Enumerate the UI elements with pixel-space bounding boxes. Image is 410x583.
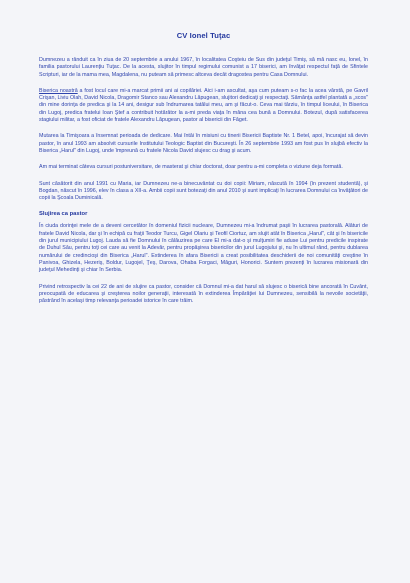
paragraph-birth: [39, 57, 368, 79]
paragraph-ministry: [39, 223, 368, 274]
paragraph-text: Mutarea la Timişoara a însemnat perioada de dedicare. Mai întâi în misiuni cu tinerii Bisericii Baptiste Nr. 1 Betel, apoi, încurajat să devin pastor, în anul 1993 am absolvit cursurile Institutului Teologic Baptist din Bucureşti. În 26 septembrie 1993 am fost pus în slujbă efectiv la Biserica „Harul" din Lugoj, unde împreună cu fratele Nicola David slujesc cu drag şi acum.: [39, 133, 368, 154]
paragraph-text: Privind retrospectiv la cei 22 de ani de slujire ca pastor, consider că Domnul mi-a dat harul să slujesc o biserică bine ancorată în Cuvânt, preocupată de educarea şi creşterea noilor generaţii, interesată în extinderea Împărăţiei lui Dumnezeu, sensibilă la nevoile societăţii, păstrând în acelaşi timp relevanţa perioadei istorice în care trăim.: [39, 283, 368, 305]
paragraph-retrospective: [39, 284, 368, 306]
paragraph-text: a fost locul care mi-a marcat primii ani ai copilăriei. Aici i-am ascultat, aşa cum puteam s-o fac la acea vârstă, pe Gavril Crişan, Liviu Olah, David Nicola, Dragomir Stanco sau Alexandru Lăpugean, slujitori dedicaţi şi respectaţi. Sămânţa astfel plantată a „scos" din mine dorinţa de predica şi la 14 ani, desigur sub îndrumarea tatălui meu, am şi făcut-o. Ceva mai târziu, în timpul liceului, în Biserica din Lugoj, predica fratelui Ioan Ştef a contribuit hotărâtor la a-mi preda viaţa în mâna cea bună a Domnului. Botezul, după satisfacerea stagiului militar, a fost oficiat de fratele Alexandru Lăpugean, pastor al bisericii din Făget.: [39, 87, 368, 124]
paragraph-text: Am mai terminat câteva cursuri postuniversitare, de masterat şi chiar doctorat, doar pentru a-mi completa o viziune deja formată.: [39, 164, 343, 171]
section-heading: Slujirea ca pastor: [39, 211, 88, 218]
paragraph-family: [39, 181, 368, 203]
paragraph-text: Dumnezeu a rânduit ca în ziua de 20 septembrie a anului 1967, în localitatea Coşteiu de Sus din judeţul Timiş, să mă nasc eu, Ionel, în familia pastorului Laurenţiu Tuţac. De la acesta, slujitor în timpul regimului comunist a 17 biserici, am învăţat respectul faţă de Sfintele Scripturi, iar de la mama mea, Magdalena, nu puteam să primesc altceva decât dragostea pentru Casa Domnului.: [39, 57, 368, 78]
paragraph-text: Sunt căsătorit din anul 1991 cu Maria, iar Dumnezeu ne-a binecuvântat cu doi copii: Miriam, născută în 1994 (în prezent studentă), şi Bogdan, născut în 1996, elev în clasa a XII-a. Ambii copii sunt botezaţi din anul 2010 şi sunt implicaţi în lucrarea Domnului ca învăţători de copii la Şcoala Duminicală.: [39, 180, 368, 202]
paragraph-text: În ciuda dorinţei mele de a deveni cercetător în domeniul fizicii nucleare, Dumnezeu mi-a îndrumat paşii în lucrarea pastorală. Alături de fratele David Nicola, dar şi în echipă cu fraţii Teodor Turcu, Gigel Olariu şi Teofil Ciortuz, am slujit atât în Biserica „Harul", cât şi în bisericile din jurul municipiului Lugoj. Lauda să fie Domnului în călăuzirea pe care El mi-a dat-o şi mulţumiri fie aduse Lui pentru predicile inspirate de Duhul Său, pentru toţi cei care au venit la Adevăr, pentru propăşirea bisericilor din jurul Lugojului şi, nu în ultimul rând, pentru dublarea numărului de credincioşi din Biserica „Harul". Extinderea în afara Bisericii a creat posibilitatea deschiderii de noi comunităţi creştine în Panivoa, Ghizela, Hezeriş, Boldur, Lugojel, Ţeş, Darova, Ohaba Forgaci, Măguri, Honorici. Suntem prezenţi în lucrarea misionară din judeţul Mehedinţi şi chiar în Serbia.: [39, 223, 368, 274]
paragraph-lead: Biserica noastră: [39, 87, 78, 94]
paragraph-church: [39, 88, 368, 124]
paragraph-studies: [39, 164, 368, 171]
paragraph-timisoara: [39, 133, 368, 155]
document-title: CV Ionel Tuţac: [176, 31, 231, 40]
